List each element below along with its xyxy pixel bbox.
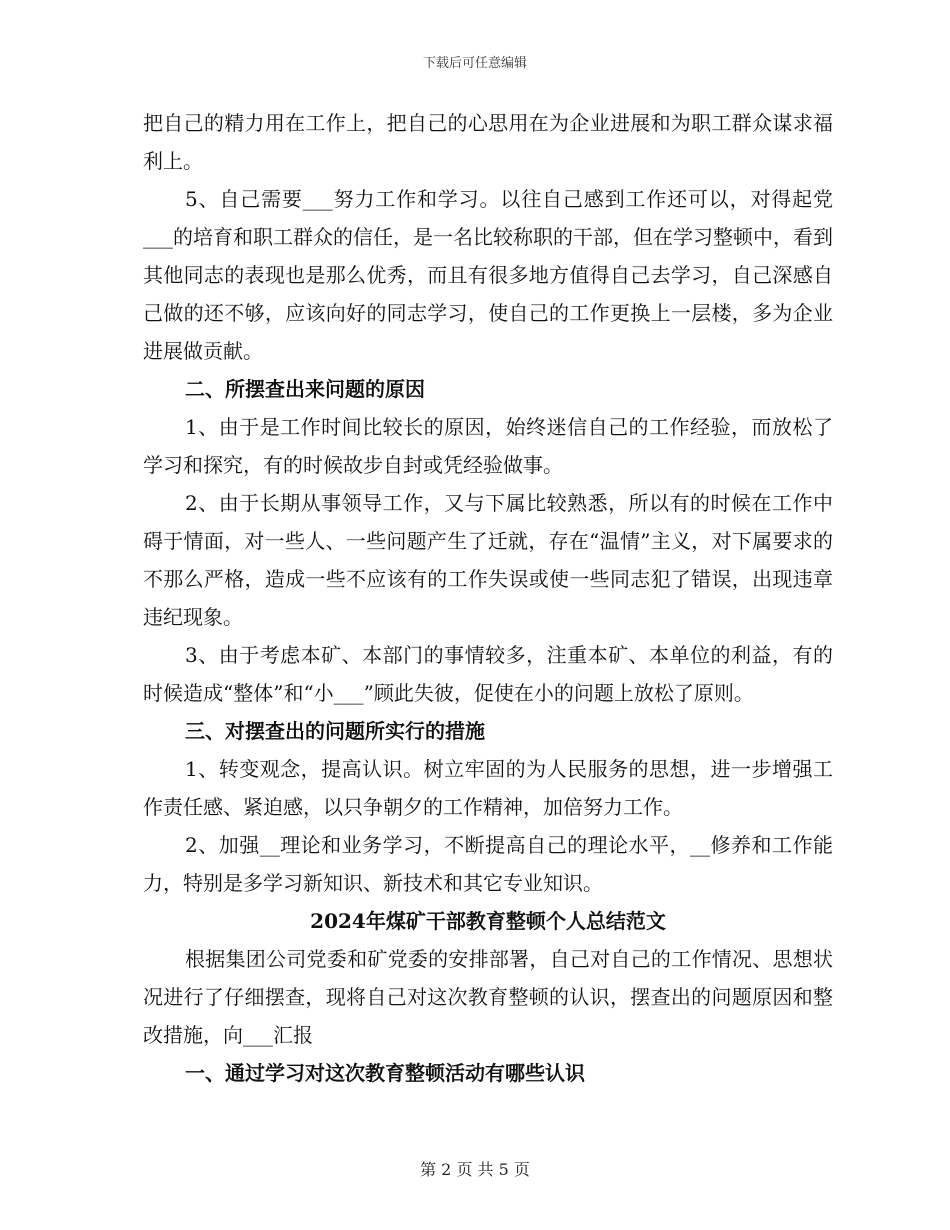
paragraph: 1、由于是工作时间比较长的原因，始终迷信自己的工作经验，而放松了学习和探究，有的时候故步自封或凭经验做事。 [143, 415, 833, 477]
paragraph: 2、由于长期从事领导工作，又与下属比较熟悉，所以有的时候在工作中碍于情面，对一些人、一些问题产生了迁就，存在“温情”主义，对下属要求的不那么严格，造成一些不应该有的工作失误或使一些同志犯了错误，出现违章违纪现象。 [143, 491, 833, 629]
paragraph: 2、加强__理论和业务学习，不断提高自己的理论水平，__修养和工作能力，特别是多学习新知识、新技术和其它专业知识。 [143, 833, 833, 895]
document-body [143, 104, 833, 1092]
section-heading: 三、对摆查出的问题所实行的措施 [185, 719, 485, 743]
paragraph: 1、转变观念，提高认识。树立牢固的为人民服务的思想，进一步增强工作责任感、紧迫感，以只争朝夕的工作精神，加倍努力工作。 [143, 757, 833, 819]
paragraph: 根据集团公司党委和矿党委的安排部署，自己对自己的工作情况、思想状况进行了仔细摆查，现将自己对这次教育整顿的认识，摆查出的问题原因和整改措施，向___汇报 [143, 947, 833, 1047]
section-heading: 一、通过学习对这次教育整顿活动有哪些认识 [185, 1061, 585, 1085]
page-footer: 第 2 页 共 5 页 [420, 1160, 530, 1179]
paragraph: 把自己的精力用在工作上，把自己的心思用在为企业进展和为职工群众谋求福利上。 [143, 111, 833, 173]
document-title: 2024年煤矿干部教育整顿个人总结范文 [310, 909, 666, 933]
page-header: 下载后可任意编辑 [422, 56, 527, 71]
paragraph: 5、自己需要___努力工作和学习。以往自己感到工作还可以，对得起党___的培育和职工群众的信任，是一名比较称职的干部，但在学习整顿中，看到其他同志的表现也是那么优秀，而且有很多地方值得自己去学习，自己深感自己做的还不够，应该向好的同志学习，使自己的工作更换上一层楼，多为企业进展做贡献。 [143, 187, 833, 363]
section-heading: 二、所摆查出来问题的原因 [185, 377, 425, 401]
paragraph: 3、由于考虑本矿、本部门的事情较多，注重本矿、本单位的利益，有的时候造成“整体”和“小___”顾此失彼，促使在小的问题上放松了原则。 [143, 643, 833, 705]
